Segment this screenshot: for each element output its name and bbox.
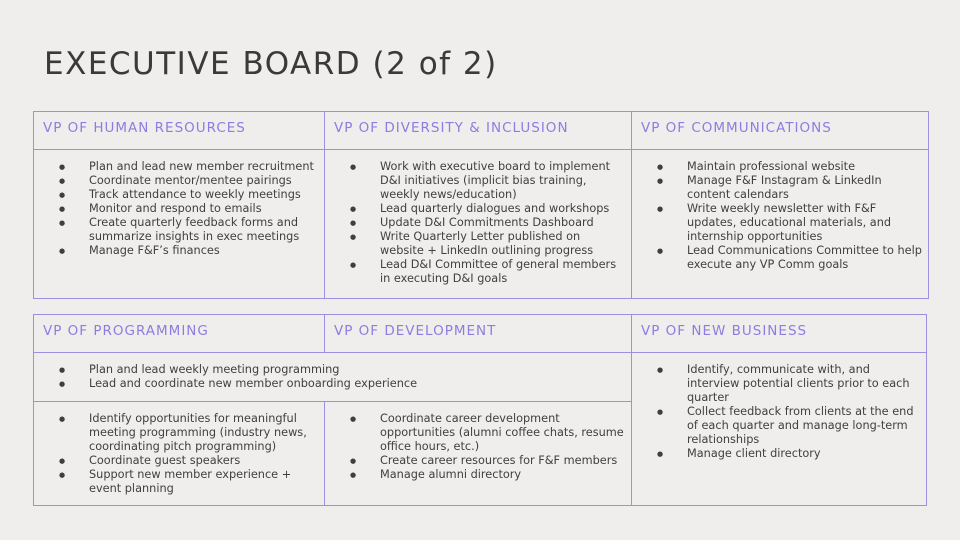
list-item: ● Identify, communicate with, and interview potential clients prior to each quarter (687, 363, 920, 405)
list-item: ● Work with executive board to implement D&I initiatives (implicit bias training, weekly news/education) (380, 160, 625, 202)
list-item: ● Manage F&F’s finances (89, 244, 318, 258)
header-vp-development: VP OF DEVELOPMENT (325, 315, 632, 353)
list-item: ● Lead D&I Committee of general members in executing D&I goals (380, 258, 625, 286)
programming-duties-list (34, 402, 324, 500)
list-item: ● Coordinate career development opportunities (alumni coffee chats, resume office hours, etc.) (380, 412, 625, 454)
list-item: ● Collect feedback from clients at the end of each quarter and manage long-term relationships (687, 405, 920, 447)
list-item: ● Maintain professional website (687, 160, 922, 174)
list-item: ● Identify opportunities for meaningful meeting programming (industry news, coordinating pitch programming) (89, 412, 318, 454)
executive-board-table-1 (33, 111, 929, 299)
list-item: ● Lead Communications Committee to help execute any VP Comm goals (687, 244, 922, 272)
programming-duties-cell (34, 402, 325, 506)
list-item: ● Coordinate mentor/mentee pairings (89, 174, 318, 188)
shared-duties-list (34, 353, 631, 395)
list-item: ● Update D&I Commitments Dashboard (380, 216, 625, 230)
list-item: ● Manage client directory (687, 447, 920, 461)
list-item: ● Lead and coordinate new member onboarding experience (89, 377, 625, 391)
di-duties-list (325, 150, 631, 290)
new-business-duties-list (632, 353, 926, 465)
header-vp-diversity-inclusion: VP OF DIVERSITY & INCLUSION (325, 112, 632, 150)
list-item: ● Manage alumni directory (380, 468, 625, 482)
list-item: ● Support new member experience + event planning (89, 468, 318, 496)
executive-board-table-2 (33, 314, 927, 506)
list-item: ● Monitor and respond to emails (89, 202, 318, 216)
list-item: ● Create quarterly feedback forms and summarize insights in exec meetings (89, 216, 318, 244)
list-item: ● Plan and lead weekly meeting programming (89, 363, 625, 377)
di-duties-cell (325, 150, 632, 299)
list-item: ● Write weekly newsletter with F&F updates, educational materials, and internship opportunities (687, 202, 922, 244)
hr-duties-list (34, 150, 324, 262)
new-business-duties-cell (632, 353, 927, 506)
list-item: ● Create career resources for F&F members (380, 454, 625, 468)
comm-duties-list (632, 150, 928, 276)
list-item: ● Plan and lead new member recruitment (89, 160, 318, 174)
page-title: EXECUTIVE BOARD (2 of 2) (44, 46, 498, 82)
development-duties-cell (325, 402, 632, 506)
header-vp-programming: VP OF PROGRAMMING (34, 315, 325, 353)
header-vp-new-business: VP OF NEW BUSINESS (632, 315, 927, 353)
development-duties-list (325, 402, 631, 486)
list-item: ● Lead quarterly dialogues and workshops (380, 202, 625, 216)
shared-duties-cell (34, 353, 632, 402)
hr-duties-cell (34, 150, 325, 299)
list-item: ● Write Quarterly Letter published on website + LinkedIn outlining progress (380, 230, 625, 258)
header-vp-communications: VP OF COMMUNICATIONS (632, 112, 929, 150)
list-item: ● Manage F&F Instagram & LinkedIn content calendars (687, 174, 922, 202)
header-vp-human-resources: VP OF HUMAN RESOURCES (34, 112, 325, 150)
list-item: ● Track attendance to weekly meetings (89, 188, 318, 202)
comm-duties-cell (632, 150, 929, 299)
list-item: ● Coordinate guest speakers (89, 454, 318, 468)
